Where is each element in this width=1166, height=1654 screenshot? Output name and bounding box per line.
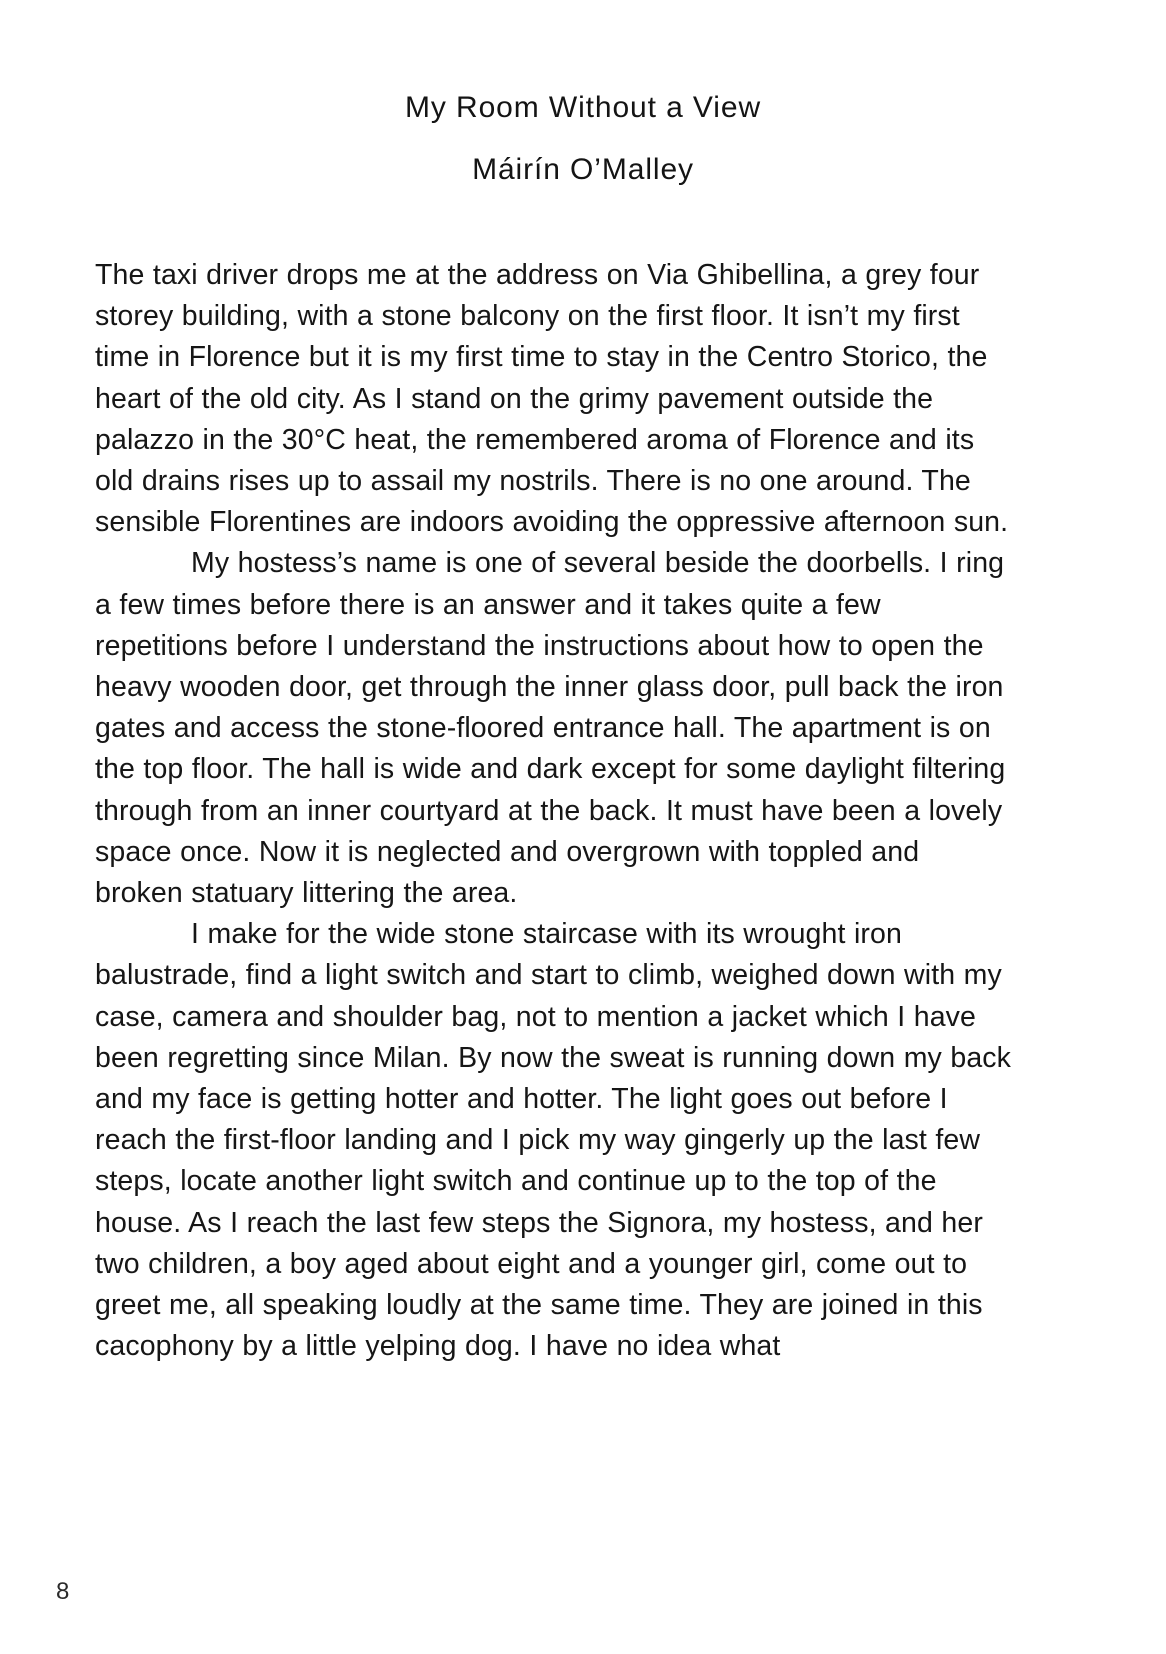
page-title: My Room Without a View bbox=[404, 91, 762, 124]
author-name: Máirín O’Malley bbox=[472, 153, 694, 187]
paragraph-2: My hostess’s name is one of several beside the doorbells. I ring a few times before there is an answer and it takes quite a few repetitions before I understand the instructions about how to open the heavy wooden door, get through the inner glass door, pull back the iron gates and access the stone-floored entrance hall. The apartment is on the top floor. The hall is wide and dark except for some daylight filtering through from an inner courtyard at the back. It must have been a lovely space once. Now it is neglected and overgrown with toppled and broken statuary littering the area. bbox=[95, 547, 1006, 910]
paragraph-3: I make for the wide stone staircase with its wrought iron balustrade, find a light switch and start to climb, weighed down with my case, camera and shoulder bag, not to mention a jacket which I have been regretting since Milan. By now the sweat is running down my back and my face is getting hotter and hotter. The light goes out before I reach the first-floor landing and I pick my way gingerly up the last few steps, locate another light switch and continue up to the top of the house. As I reach the last few steps the Signora, my hostess, and her two children, a boy aged about eight and a younger girl, come out to greet me, all speaking loudly at the same time. They are joined in this cacophony by a little yelping dog. I have no idea what bbox=[95, 918, 1012, 1363]
paragraph-1: The taxi driver drops me at the address on Via Ghibellina, a grey four storey building, with a stone balcony on the first floor. It isn’t my first time in Florence but it is my first time to stay in the Centro Storico, the heart of the old city. As I stand on the grimy pavement outside the palazzo in the 30°C heat, the remembered aroma of Florence and its old drains rises up to assail my nostrils. There is no one around. The sensible Florentines are indoors avoiding the oppressive afternoon sun. bbox=[95, 259, 1009, 539]
title-block bbox=[0, 88, 1166, 190]
body-text bbox=[95, 255, 1015, 1367]
page-number: 8 bbox=[56, 1578, 70, 1605]
